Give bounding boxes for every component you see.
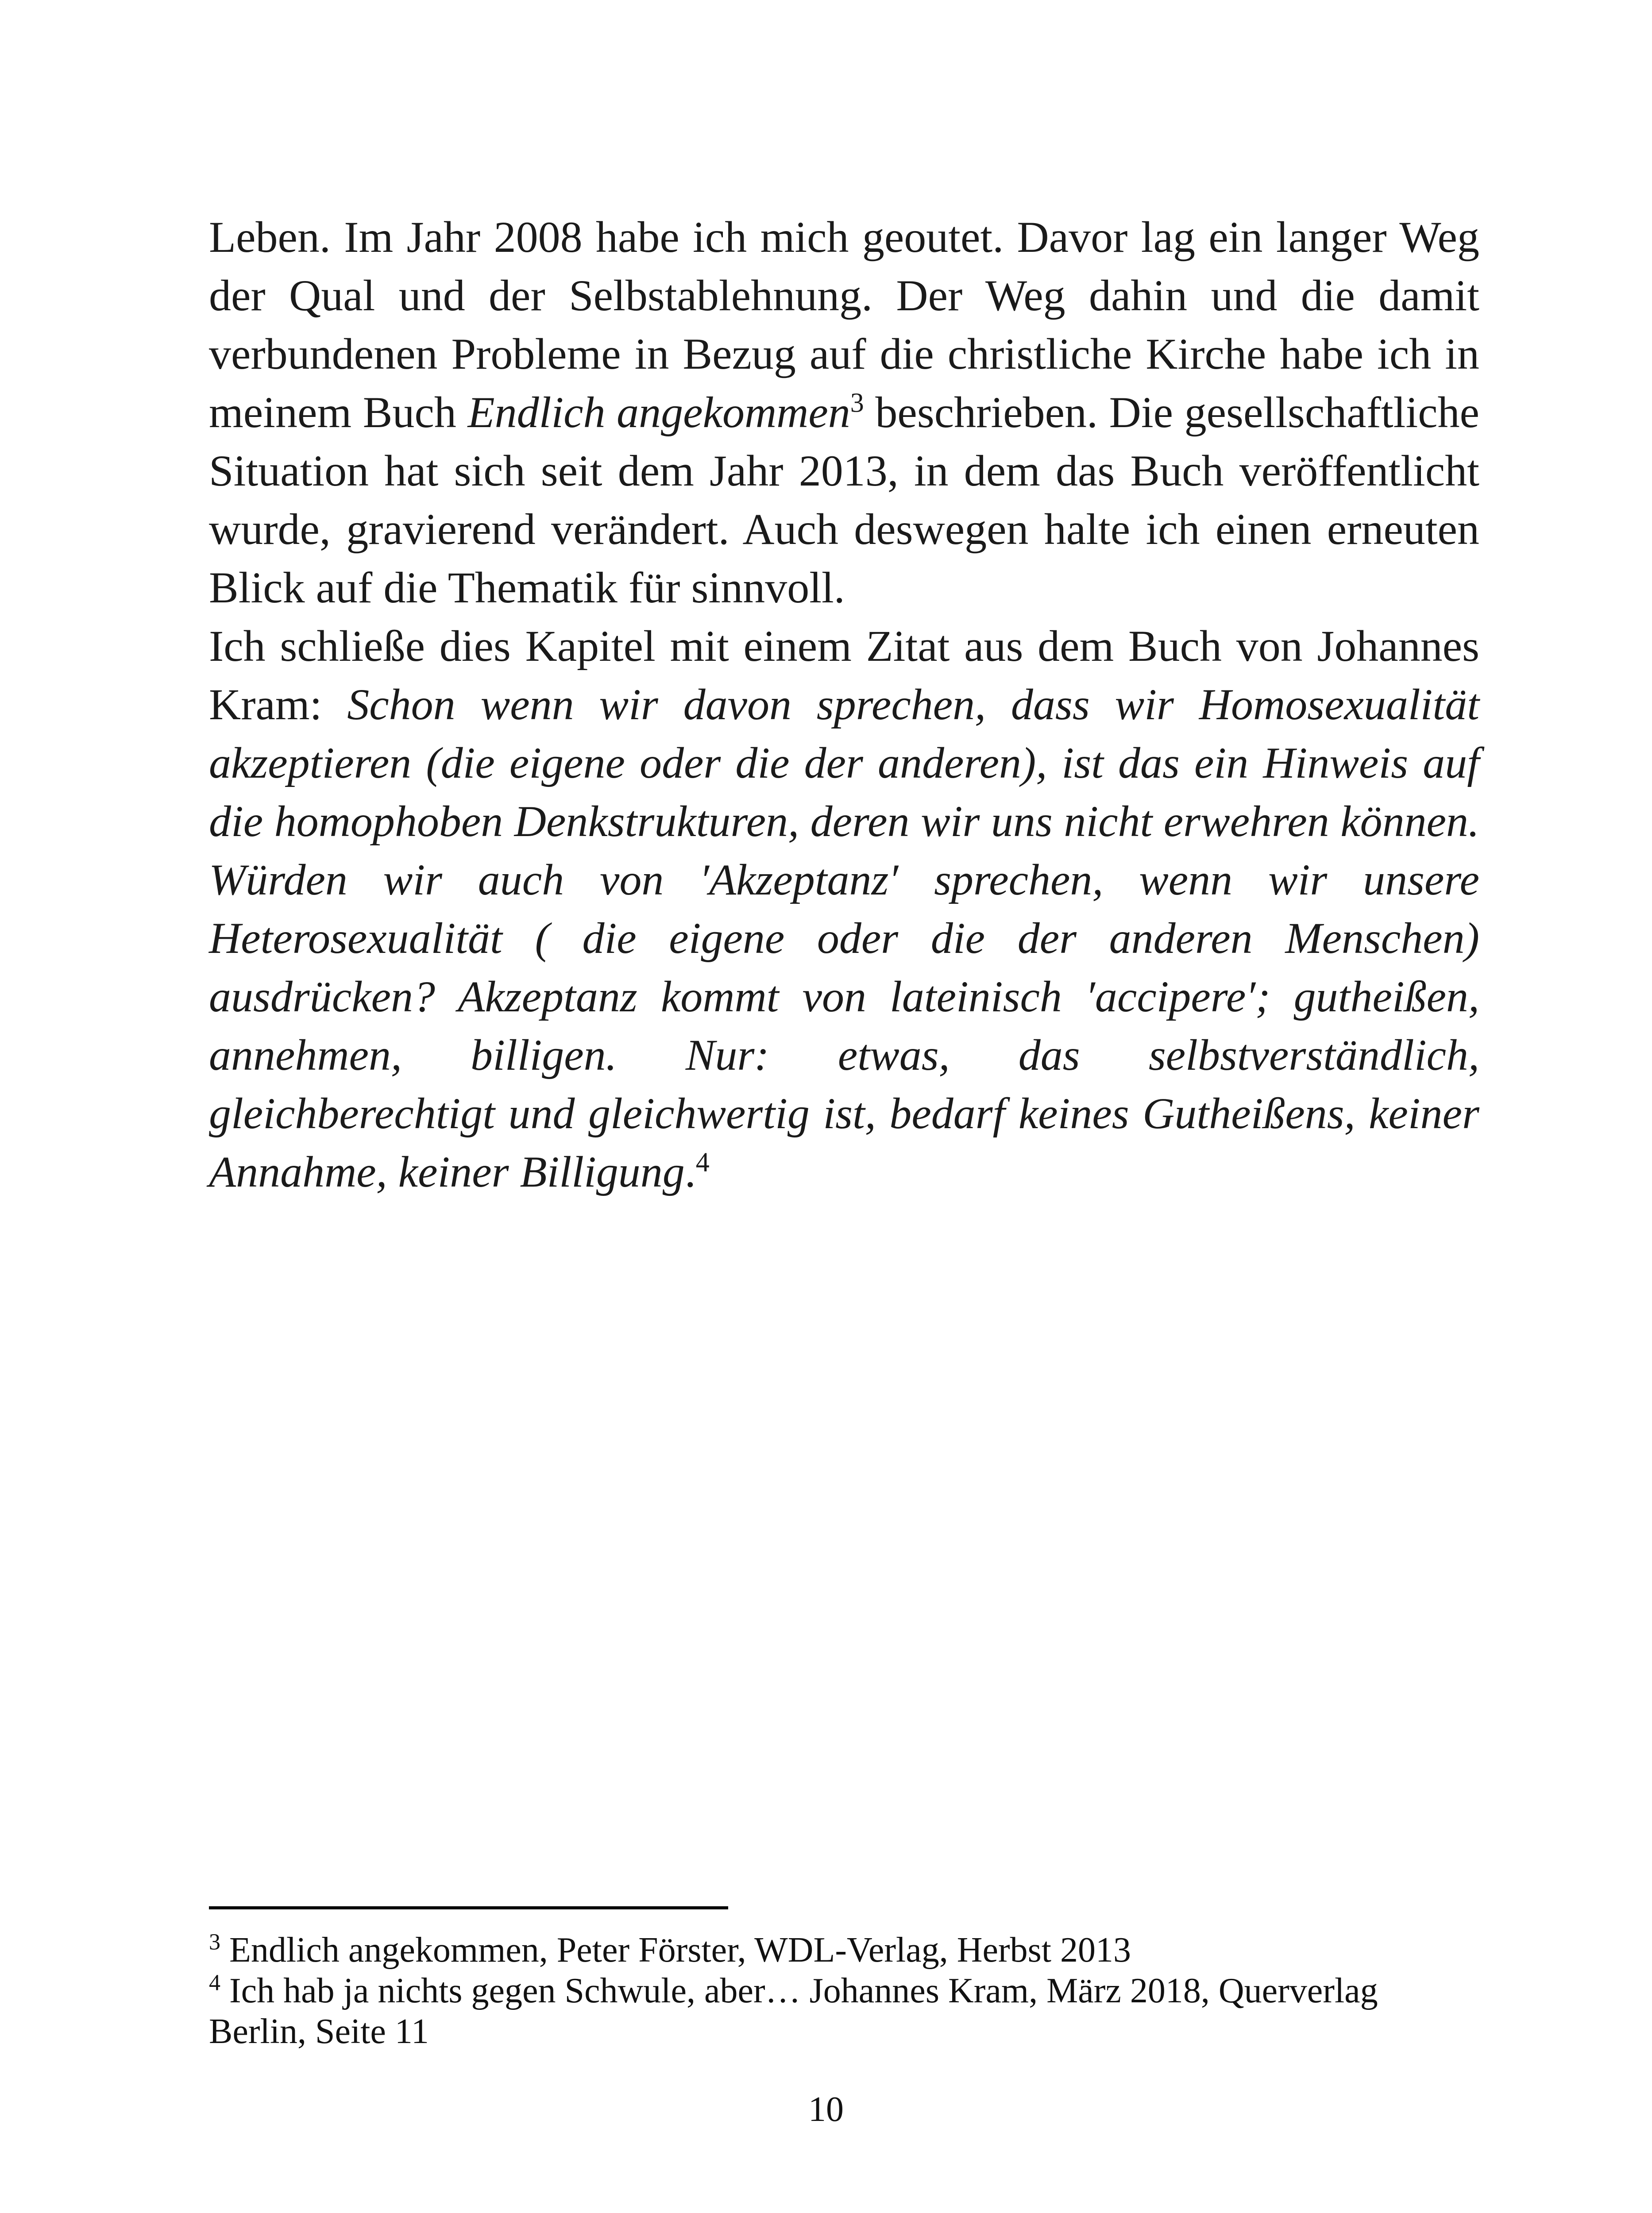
quotation-end-period: .: [684, 1147, 696, 1196]
footnotes: [209, 1930, 1479, 2052]
footnote-number: 4: [209, 1970, 220, 1996]
paragraph-1-text-b: beschrieben. Die gesellschaftliche Situation hat sich seit dem Jahr 2013, in dem das Buch veröffentlicht wurde, gravierend verändert. Auch deswegen halte ich einen erneuten Blick auf die Thematik für sinnvoll.: [209, 388, 1480, 612]
paragraph-2-intro: Ich schließe dies Kapitel mit einem Zitat aus dem Buch von Johannes Kram:: [209, 621, 1479, 729]
book-title: Endlich angekommen: [467, 388, 850, 437]
footnote-reference-3: 3: [850, 388, 864, 418]
footnote-separator: [209, 1906, 728, 1909]
footnote-text: Ich hab ja nichts gegen Schwule, aber… Johannes Kram, März 2018, Querverlag Berlin, Seite 11: [209, 1971, 1378, 2051]
paragraph-1: [209, 208, 1479, 617]
footnote-4: [209, 1970, 1479, 2052]
body-text: [209, 208, 1479, 1201]
paragraph-1-text-a: Leben. Im Jahr 2008 habe ich mich geoutet. Davor lag ein langer Weg der Qual und der Selbstablehnung. Der Weg dahin und die damit verbundenen Probleme in Bezug auf die christliche Kirche habe ich in meinem Buch: [209, 212, 1479, 437]
page-number: 10: [808, 2090, 844, 2129]
paragraph-2: [209, 617, 1479, 1201]
footnote-text: Endlich angekommen, Peter Förster, WDL-Verlag, Herbst 2013: [220, 1931, 1131, 1970]
footnote-3: [209, 1930, 1479, 1970]
quotation: Schon wenn wir davon sprechen, dass wir Homosexualität akzeptieren (die eigene oder die der anderen), ist das ein Hinweis auf die homophoben Denkstrukturen, deren wir uns nicht erwehren können. Würden wir auch von ′Akzeptanz′ sprechen, wenn wir unsere Heterosexualität ( die eigene oder die der anderen Menschen) ausdrücken? Akzeptanz kommt von lateinisch ′accipere′; gutheißen, annehmen, billigen. Nur: etwas, das selbstverständlich, gleichberechtigt und gleichwertig ist, bedarf keines Gutheißens, keiner Annahme, keiner Billigung: [209, 680, 1480, 1196]
footnote-reference-4: 4: [695, 1147, 710, 1178]
footnote-number: 3: [209, 1929, 220, 1955]
